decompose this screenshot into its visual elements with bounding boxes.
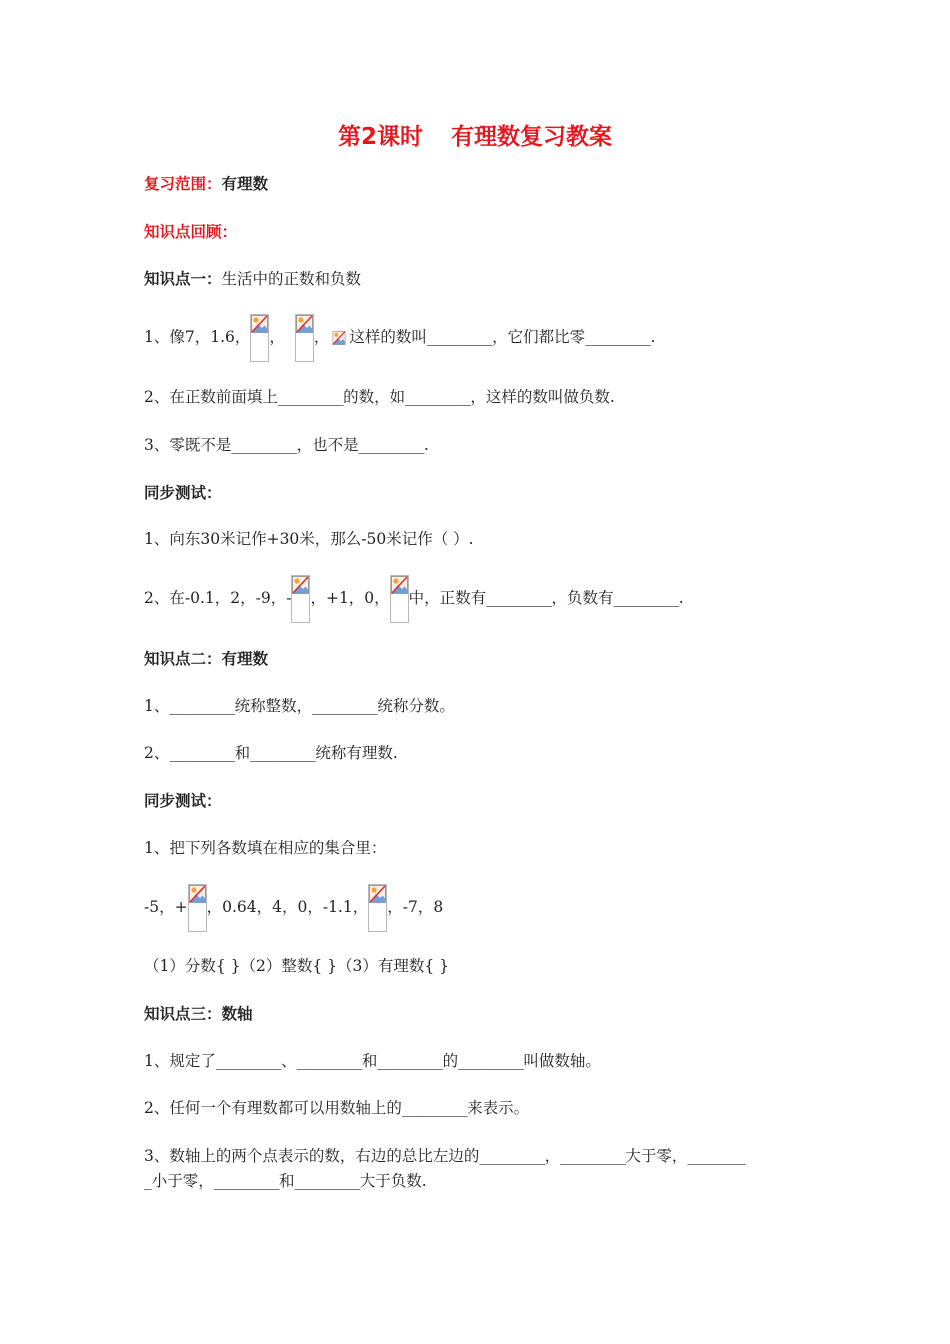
test2-question-1: 1、把下列各数填在相应的集合里： <box>144 839 387 857</box>
text: 1、 <box>144 697 170 715</box>
kp1-heading-text: 生活中的正数和负数 <box>221 270 362 288</box>
text: 统称整数， <box>234 697 313 715</box>
text: ，也不是 <box>296 436 359 454</box>
answer-blank[interactable]: _________ <box>613 589 679 607</box>
kp2-heading: 知识点二：有理数 <box>144 650 269 668</box>
text: 统称有理数. <box>315 744 398 762</box>
text: 1、像7，1.6， <box>144 328 251 346</box>
kp2-question-1 <box>144 696 455 716</box>
text: 来表示。 <box>467 1099 530 1117</box>
answer-blank[interactable]: _________ <box>277 388 344 406</box>
test2-number-list <box>144 883 443 932</box>
text: ，这样的数叫做负数. <box>470 388 615 406</box>
text: -5，+ <box>144 898 188 916</box>
text: ，0.64，4，0，-1.1， <box>206 898 369 916</box>
broken-image-icon <box>250 314 269 362</box>
text: . <box>650 328 656 346</box>
answer-blank[interactable]: _________ <box>169 697 235 715</box>
text: 和 <box>234 744 251 762</box>
broken-image-icon <box>295 314 314 362</box>
answer-blank[interactable]: _________ <box>169 744 235 762</box>
broken-image-icon <box>188 884 207 932</box>
text: 叫做数轴。 <box>523 1052 601 1070</box>
test1-question-1: 1、向东30米记作+30米，那么-50米记作（ ）. <box>144 530 474 548</box>
text: 和 <box>279 1172 295 1190</box>
text: 2、 <box>144 744 170 762</box>
text: 中，正数有 <box>408 589 487 607</box>
answer-blank[interactable]: _________ <box>560 1147 626 1165</box>
answer-blank[interactable]: _________ <box>213 1172 280 1190</box>
kp1-heading <box>144 269 361 289</box>
review-heading: 知识点回顾： <box>144 223 238 241</box>
review-scope <box>144 174 268 194</box>
text: _小于零， <box>144 1172 214 1190</box>
text: ，负数有 <box>551 589 614 607</box>
answer-blank[interactable]: ________ <box>687 1147 746 1165</box>
text: ， <box>313 328 330 346</box>
answer-blank[interactable]: _________ <box>377 1052 443 1070</box>
answer-blank[interactable]: _________ <box>215 1052 282 1070</box>
scope-label: 复习范围： <box>144 175 222 193</box>
text: 的 <box>442 1052 459 1070</box>
test2-sets: （1）分数{ }（2）整数{ }（3）有理数{ } <box>144 957 450 975</box>
answer-blank[interactable]: _________ <box>294 1172 360 1190</box>
answer-blank[interactable]: _________ <box>426 328 493 346</box>
answer-blank[interactable]: _________ <box>479 1147 545 1165</box>
text: ， <box>544 1147 561 1165</box>
text: 2、在正数前面填上 <box>144 388 278 406</box>
answer-blank[interactable]: _________ <box>296 1052 362 1070</box>
text: 统称分数。 <box>377 697 455 715</box>
test2-heading: 同步测试： <box>144 792 222 810</box>
answer-blank[interactable]: _________ <box>231 436 297 454</box>
kp1-question-3 <box>144 435 429 455</box>
text: 3、零既不是 <box>144 436 232 454</box>
kp3-question-2 <box>144 1098 529 1118</box>
answer-blank[interactable]: _________ <box>358 436 424 454</box>
broken-image-icon <box>329 331 349 345</box>
lesson-topic: 有理数复习教案 <box>451 124 612 150</box>
document-title <box>0 118 950 151</box>
kp2-question-2 <box>144 743 398 763</box>
answer-blank[interactable]: _________ <box>458 1052 524 1070</box>
kp3-question-3-line-2 <box>144 1171 427 1191</box>
text: 1、规定了 <box>144 1052 216 1070</box>
answer-blank[interactable]: _________ <box>312 697 378 715</box>
kp1-question-1 <box>144 313 655 362</box>
text: 大于零， <box>625 1147 688 1165</box>
text: ，-7，8 <box>387 898 444 916</box>
answer-blank[interactable]: _________ <box>405 388 471 406</box>
text: 和 <box>361 1052 378 1070</box>
broken-image-icon <box>390 575 409 623</box>
text: 2、任何一个有理数都可以用数轴上的 <box>144 1099 402 1117</box>
text: ，+1，0， <box>310 589 390 607</box>
kp3-question-1 <box>144 1051 601 1071</box>
test1-heading: 同步测试： <box>144 484 222 502</box>
text: 2、在-0.1，2，-9，- <box>144 589 292 607</box>
text: . <box>423 436 429 454</box>
text: 、 <box>281 1052 297 1070</box>
test1-question-2 <box>144 574 684 623</box>
text: 大于负数. <box>359 1172 427 1190</box>
scope-value: 有理数 <box>221 175 269 193</box>
broken-image-icon <box>368 884 387 932</box>
text: 这样的数叫 <box>349 328 427 346</box>
kp1-heading-label: 知识点一： <box>144 270 222 288</box>
broken-image-icon <box>291 575 310 623</box>
kp3-question-3-line-1 <box>144 1146 745 1166</box>
text: . <box>678 589 684 607</box>
kp3-heading: 知识点三：数轴 <box>144 1005 253 1023</box>
answer-blank[interactable]: _________ <box>585 328 651 346</box>
text: 的数，如 <box>343 388 406 406</box>
answer-blank[interactable]: _________ <box>486 589 552 607</box>
answer-blank[interactable]: _________ <box>401 1099 468 1117</box>
answer-blank[interactable]: _________ <box>250 744 316 762</box>
kp1-question-2 <box>144 387 615 407</box>
lesson-number: 第2课时 <box>337 124 423 150</box>
text: 3、数轴上的两个点表示的数，右边的总比左边的 <box>144 1147 480 1165</box>
text: ，它们都比零 <box>492 328 586 346</box>
text: ， <box>269 328 285 346</box>
